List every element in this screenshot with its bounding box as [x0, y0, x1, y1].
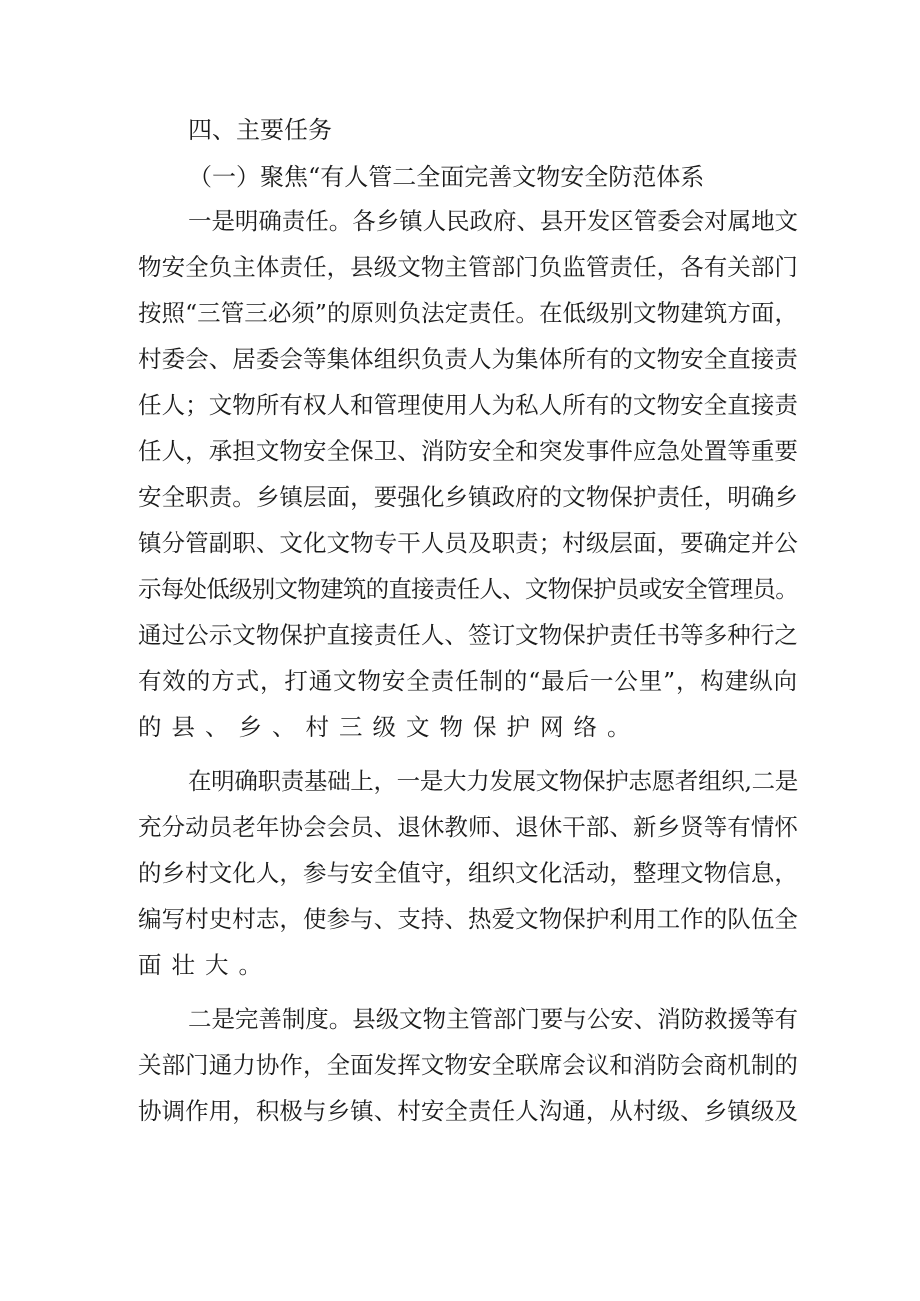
- paragraph-1-line: 安全职责。乡镇层面，要强化乡镇政府的文物保护责任，明确乡: [138, 483, 798, 511]
- paragraph-2-line: 面壮大。: [138, 951, 272, 979]
- paragraph-1-line: 物安全负主体责任，县级文物主管部门负监管责任，各有关部门: [138, 253, 798, 281]
- paragraph-1-line: 按照“三管三必须”的原则负法定责任。在低级别文物建筑方面，: [138, 299, 798, 327]
- section-heading: 四、主要任务: [188, 116, 332, 144]
- paragraph-3-line: 二是完善制度。县级文物主管部门要与公安、消防救援等有: [188, 1005, 798, 1033]
- paragraph-1-line: 通过公示文物保护直接责任人、签订文物保护责任书等多种行之: [138, 621, 798, 649]
- paragraph-1-line: 有效的方式，打通文物安全责任制的“最后一公里”，构建纵向: [138, 667, 798, 695]
- paragraph-2-line: 的乡村文化人，参与安全值守，组织文化活动，整理文物信息，: [138, 859, 798, 887]
- paragraph-1-line: 任人；文物所有权人和管理使用人为私人所有的文物安全直接责: [138, 391, 798, 419]
- paragraph-1-line: 的县、乡、村三级文物保护网络。: [138, 713, 641, 741]
- paragraph-1-line: 镇分管副职、文化文物专干人员及职责；村级层面，要确定并公: [138, 529, 798, 557]
- paragraph-1-line: 村委会、居委会等集体组织负责人为集体所有的文物安全直接责: [138, 345, 798, 373]
- paragraph-1-line: 示每处低级别文物建筑的直接责任人、文物保护员或安全管理员。: [138, 575, 798, 603]
- paragraph-3-line: 关部门通力协作，全面发挥文物安全联席会议和消防会商机制的: [138, 1051, 798, 1079]
- paragraph-1-line: 任人，承担文物安全保卫、消防安全和突发事件应急处置等重要: [138, 437, 798, 465]
- subsection-heading: （一）聚焦“有人管二全面完善文物安全防范体系: [188, 163, 705, 191]
- paragraph-2-line: 编写村史村志，使参与、支持、热爱文物保护利用工作的队伍全: [138, 905, 798, 933]
- paragraph-2-line: 在明确职责基础上，一是大力发展文物保护志愿者组织,二是: [188, 767, 798, 795]
- paragraph-1-line: 一是明确责任。各乡镇人民政府、县开发区管委会对属地文: [188, 207, 798, 235]
- paragraph-2-line: 充分动员老年协会会员、退休教师、退休干部、新乡贤等有情怀: [138, 813, 798, 841]
- paragraph-3-line: 协调作用，积极与乡镇、村安全责任人沟通，从村级、乡镇级及: [138, 1097, 798, 1125]
